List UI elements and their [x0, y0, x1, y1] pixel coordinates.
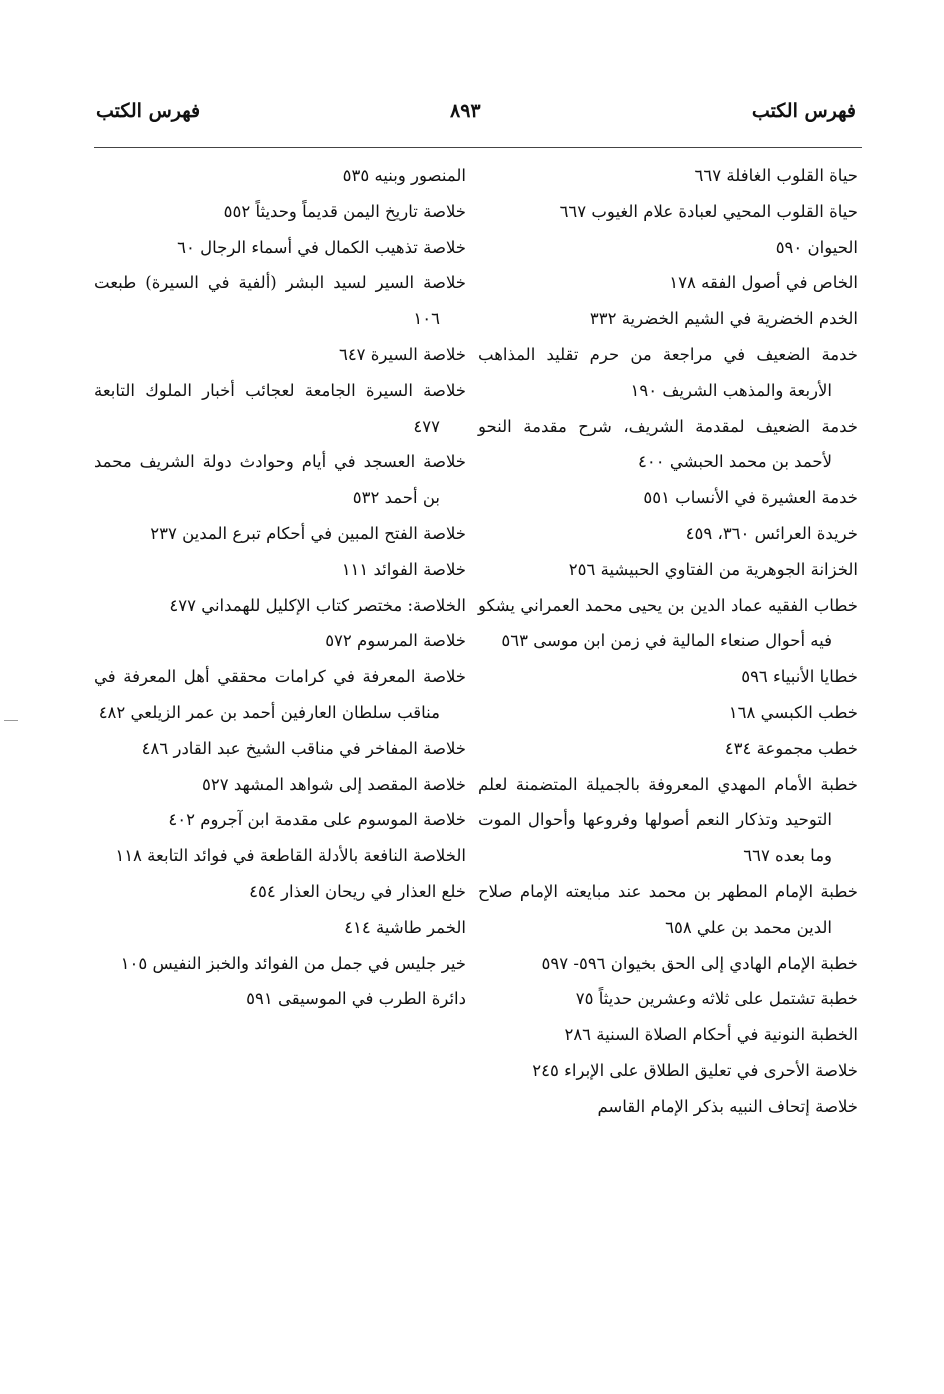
index-column-right — [478, 158, 858, 1125]
index-entry: خدمة العشيرة في الأنساب ٥٥١ — [643, 488, 858, 508]
index-entry: خطبة الإمام الهادي إلى الحق بخيوان ٥٩٦- ٥٩٧ — [541, 953, 858, 973]
index-entry: خطب الكبسي ١٦٨ — [728, 702, 858, 722]
index-entry: خلاصة الموسوم على مقدمة ابن آجروم ٤٠٢ — [168, 810, 466, 830]
running-header-left: فهرس الكتب — [96, 100, 201, 122]
index-entry: الخمر طاشية ٤١٤ — [344, 917, 466, 937]
index-entry: خدمة الضعيف في مراجعة من حرم تقليد المذاهب الأربعة والمذهب الشريف ١٩٠ — [478, 344, 858, 400]
index-entry: خريدة العرائس ٣٦٠، ٤٥٩ — [685, 523, 858, 543]
index-entry: خطبة الإمام المطهر بن محمد عند مبايعته الإمام صلاح الدين محمد بن علي ٦٥٨ — [478, 881, 858, 937]
index-entry: خطبة الأمام المهدي المعروفة بالجميلة المتضمنة لعلم التوحيد وتذكار النعم أصولها وفروعها وأحوال الموت وما بعده ٦٦٧ — [478, 774, 858, 866]
index-entry: خطب مجموعة ٤٣٤ — [724, 738, 858, 758]
index-entry: خلاصة المعرفة في كرامات محققي أهل المعرفة في مناقب سلطان العارفين أحمد بن عمر الزيلعي ٤٨٢ — [94, 667, 466, 722]
index-entry: الخطبة النونية في أحكام الصلاة السنية ٢٨٦ — [564, 1025, 858, 1045]
index-entry: خلاصة الأحرى في تعليق الطلاق على الإبراء ٢٤٥ — [532, 1060, 858, 1080]
index-entry: الحيوان ٥٩٠ — [775, 237, 858, 257]
index-entry: الخاص في أصول الفقه ١٧٨ — [669, 273, 858, 293]
index-entry: خلاصة السير لسيد البشر (ألفية في السيرة) طبعت ١٠٦ — [94, 273, 466, 329]
index-entry: خلاصة العسجد في أيام وحوادث دولة الشريف محمد بن أحمد ٥٣٢ — [94, 452, 466, 508]
index-entry: الخلاصة النافعة بالأدلة القاطعة في فوائد التابعة ١١٨ — [115, 846, 466, 866]
index-entry: دائرة الطرب في الموسيقى ٥٩١ — [246, 989, 466, 1009]
index-entry: خلاصة تذهيب الكمال في أسماء الرجال ٦٠ — [177, 237, 466, 257]
running-header-right: فهرس الكتب — [751, 100, 856, 122]
page-number: ٨٩٣ — [450, 100, 481, 122]
index-entry: خير جليس في جمل من الفوائد والخبز النفيس ١٠٥ — [120, 953, 466, 973]
index-entry: خلاصة الفوائد ١١١ — [341, 559, 466, 579]
index-column-left — [94, 158, 466, 1017]
index-entry: خلاصة تاريخ اليمن قديماً وحديثاً ٥٥٢ — [223, 201, 466, 221]
index-entry: خلاصة المرسوم ٥٧٢ — [325, 631, 466, 651]
index-entry: خلع العذار في ريحان العذار ٤٥٤ — [249, 881, 466, 901]
header-rule — [94, 147, 862, 148]
scan-edge-mark — [4, 720, 18, 721]
index-entry: خلاصة السيرة الجامعة لعجائب أخبار الملوك التابعة ٤٧٧ — [94, 380, 466, 436]
index-entry: المنصور وبنيه ٥٣٥ — [342, 166, 466, 185]
index-entry: خطاب الفقيه عماد الدين بن يحيى محمد العمراني يشكو فيه أحوال صنعاء المالية في زمن ابن موسى ٥٦٣ — [478, 595, 858, 651]
index-entry: خلاصة المقصد إلى شواهد المشهد ٥٢٧ — [202, 774, 466, 794]
index-entry: الخزانة الجوهرية من الفتاوي الحبيشية ٢٥٦ — [568, 559, 858, 579]
index-entry: خلاصة المفاخر في مناقب الشيخ عبد القادر ٤٨٦ — [141, 738, 466, 758]
index-entry: حياة القلوب المحيي لعبادة علام الغيوب ٦٦٧ — [559, 201, 858, 221]
index-entry: الخدم الخضرية في الشيم الخضرية ٣٣٢ — [589, 309, 858, 329]
index-entry: خلاصة إتحاف النبيه بذكر الإمام القاسم — [597, 1096, 858, 1116]
index-entry: الخلاصة: مختصر كتاب الإكليل للهمداني ٤٧٧ — [169, 595, 466, 615]
index-entry: خطايا الأنبياء ٥٩٦ — [741, 667, 858, 687]
index-entry: خدمة الضعيف لمقدمة الشريف، شرح مقدمة النحو لأحمد بن محمد الحبشي ٤٠٠ — [478, 416, 858, 472]
index-entry: خلاصة الفتح المبين في أحكام تبرع المدين ٢٣٧ — [150, 523, 466, 543]
index-entry: حياة القلوب الغافلة ٦٦٧ — [694, 166, 858, 185]
index-entry: خلاصة السيرة ٦٤٧ — [338, 344, 466, 364]
index-entry: خطبة تشتمل على ثلاثه وعشرين حديثاً ٧٥ — [575, 989, 858, 1009]
